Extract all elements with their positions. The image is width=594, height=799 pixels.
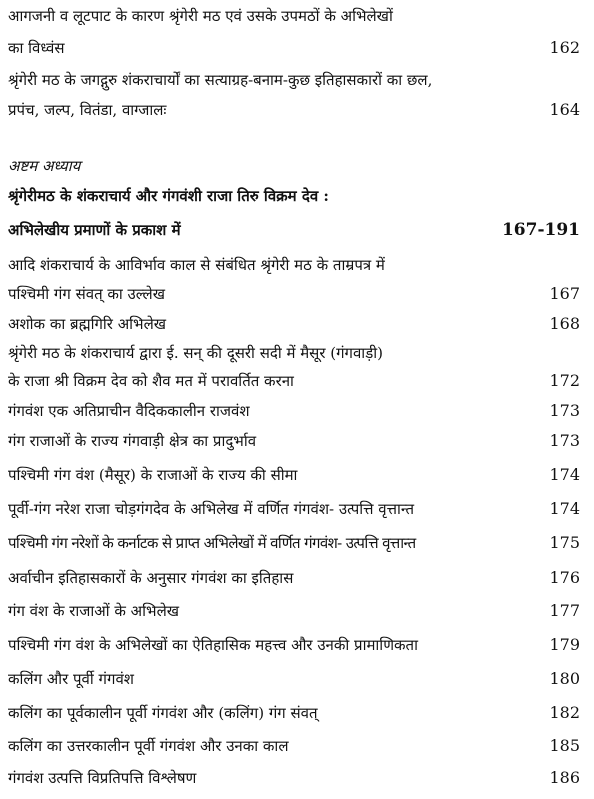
toc-page-number: 164 <box>549 100 580 119</box>
toc-entry-text: कलिंग और पूर्वी गंगवंश <box>8 670 134 688</box>
toc-page-number: 179 <box>549 635 580 654</box>
toc-entry-text: गंगवंश उत्पत्ति विप्रतिपत्ति विश्लेषण <box>8 769 197 787</box>
toc-page-number: 173 <box>549 401 580 420</box>
toc-entry-text: कलिंग का पूर्वकालीन पूर्वी गंगवंश और (कलिंग) गंग संवत् <box>8 704 318 722</box>
toc-entry-text: गंगवंश एक अतिप्राचीन वैदिककालीन राजवंश <box>8 402 250 420</box>
toc-page-number: 173 <box>549 431 580 450</box>
chapter-title-line: अभिलेखीय प्रमाणों के प्रकाश में <box>8 221 181 239</box>
chapter-title <box>8 220 580 240</box>
toc-entry-text: पश्चिमी गंग संवत् का उल्लेख <box>8 285 165 303</box>
toc-entry-text: पश्चिमी गंग वंश के अभिलेखों का ऐतिहासिक महत्त्व और उनकी प्रामाणिकता <box>8 636 418 654</box>
toc-page-number: 185 <box>549 736 580 755</box>
chapter-label: अष्टम अध्याय <box>8 157 81 175</box>
toc-entry-text: का विध्वंस <box>8 39 65 57</box>
toc-page-number: 180 <box>549 669 580 688</box>
toc-entry-text: प्रपंच, जल्प, वितंडा, वाग्जालः <box>8 101 167 119</box>
toc-entry-text: आदि शंकराचार्य के आविर्भाव काल से संबंधित श्रृंगेरी मठ के ताम्रपत्र में <box>8 256 385 274</box>
toc-entry-text: कलिंग का उत्तरकालीन पूर्वी गंगवंश और उनका काल <box>8 737 289 755</box>
toc-page-number: 168 <box>549 314 580 333</box>
toc-entry-text: पश्चिमी गंग नरेशों के कर्नाटक से प्राप्त अभिलेखों में वर्णित गंगवंश- उत्पत्ति वृत्तान्त <box>8 534 416 552</box>
toc-page-number: 172 <box>549 371 580 390</box>
chapter-title-line: श्रृंगेरीमठ के शंकराचार्य और गंगवंशी राजा तिरु विक्रम देव : <box>8 187 329 205</box>
toc-page-number: 174 <box>549 499 580 518</box>
chapter-title <box>8 186 580 206</box>
chapter-page-range: 167-191 <box>501 220 580 240</box>
toc-entry-text: पूर्वी-गंग नरेश राजा चोड़गंगदेव के अभिलेख में वर्णित गंगवंश- उत्पत्ति वृत्तान्त <box>8 500 414 518</box>
toc-entry-text: गंग वंश के राजाओं के अभिलेख <box>8 602 180 620</box>
toc-entry-text: अर्वाचीन इतिहासकारों के अनुसार गंगवंश का इतिहास <box>8 569 294 587</box>
toc-page-number: 177 <box>549 601 580 620</box>
toc-page-number: 176 <box>549 568 580 587</box>
toc-page-number: 167 <box>549 284 580 303</box>
toc-entry-text: के राजा श्री विक्रम देव को शैव मत में परावर्तित करना <box>8 372 294 390</box>
toc-page-number: 186 <box>549 768 580 787</box>
toc-entry-text: गंग राजाओं के राज्य गंगवाड़ी क्षेत्र का प्रादुर्भाव <box>8 432 257 450</box>
toc-entry-text: आगजनी व लूटपाट के कारण श्रृंगेरी मठ एवं उसके उपमठों के अभिलेखों <box>8 7 393 25</box>
toc-entry-text: श्रृंगेरी मठ के जगद्गुरु शंकराचार्यों का सत्याग्रह-बनाम-कुछ इतिहासकारों का छल, <box>8 71 433 89</box>
toc-page-number: 182 <box>549 703 580 722</box>
toc-page-number: 175 <box>549 533 580 552</box>
toc-page-number: 174 <box>549 465 580 484</box>
toc-entry-text: श्रृंगेरी मठ के शंकराचार्य द्वारा ई. सन् की दूसरी सदी में मैसूर (गंगवाड़ी) <box>8 344 383 362</box>
toc-page-number: 162 <box>549 38 580 57</box>
toc-entry-text: अशोक का ब्रह्मगिरि अभिलेख <box>8 315 167 333</box>
toc-entry-text: पश्चिमी गंग वंश (मैसूर) के राजाओं के राज्य की सीमा <box>8 466 298 484</box>
